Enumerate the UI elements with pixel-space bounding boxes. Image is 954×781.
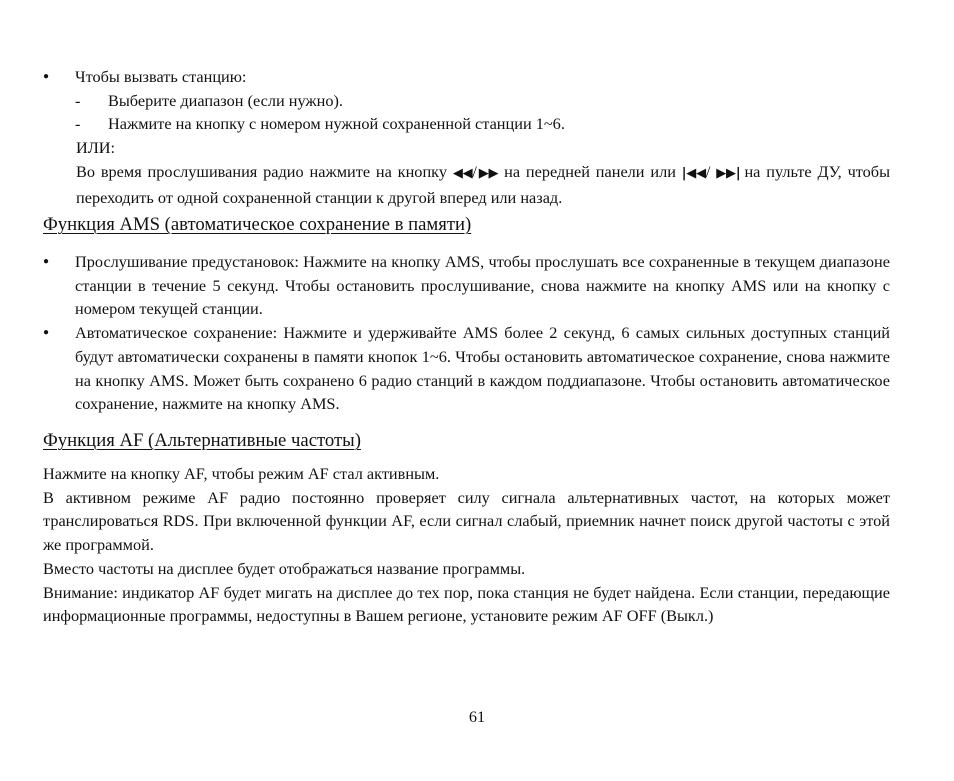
bullet-icon: ● (43, 327, 50, 339)
recall-step: - Нажмите на кнопку с номером нужной сохраненной станции 1~6. (43, 112, 890, 136)
af-paragraph: Вместо частоты на дисплее будет отображаться название программы. (43, 558, 526, 578)
skip-previous-icon: |◀◀ (681, 165, 706, 181)
recall-or: ИЛИ: (76, 138, 116, 158)
page-number: 61 (468, 707, 486, 726)
ams-bullet-preset-scan: ● Прослушивание предустановок: Нажмите на кнопку AMS, чтобы прослушать все сохраненные в текущем диапазоне станции в течение 5 секунд. Чтобы остановить прослушивание, снова нажмите на кнопку AMS или на кнопку с номером текущей станции. (43, 252, 890, 319)
af-paragraph: В активном режиме AF радио постоянно проверяет силу сигнала альтернативных частот, на которых может транслироваться RDS. При включенной функции AF, если сигнал слабый, приемник начнет поиск другой частоты с этой же программой. (43, 487, 890, 555)
fast-forward-icon: ▶▶ (476, 165, 499, 181)
af-paragraph: Нажмите на кнопку AF, чтобы режим AF стал активным. (43, 464, 440, 483)
ams-section (43, 250, 890, 416)
ams-heading: Функция AMS (автоматическое сохранение в памяти) (43, 214, 472, 235)
af-section (43, 462, 890, 628)
ams-bullet-auto-store: ● Автоматическое сохранение: Нажмите и удерживайте AMS более 2 секунд, 6 самых сильных доступных станций будут автоматически сохранены в памяти кнопок 1~6. Чтобы остановить автоматическое сохранение, снова нажмите на кнопку AMS. Может быть сохранено 6 радио станций в каждом поддиапазоне. Чтобы остановить автоматическое сохранение, нажмите на кнопку AMS. (43, 323, 890, 414)
skip-next-icon: ▶▶| (716, 165, 739, 181)
rewind-icon: ◀◀ (452, 165, 473, 181)
bullet-icon: ● (43, 71, 50, 82)
recall-alternative: Во время прослушивания радио нажмите на кнопку ◀◀/▶▶ на передней панели или |◀◀/ ▶▶| на пульте ДУ, чтобы переходить от одной сохраненной станции к другой вперед или назад. (76, 161, 891, 207)
dash-marker: - (75, 114, 81, 134)
recall-section (43, 65, 890, 209)
af-heading: Функция AF (Альтернативные частоты) (43, 430, 361, 451)
bullet-icon: ● (43, 256, 50, 267)
recall-intro: ● Чтобы вызвать станцию: (43, 65, 890, 89)
af-paragraph: Внимание: индикатор AF будет мигать на дисплее до тех пор, пока станция не будет найдена. Если станции, передающие информационные программы, недоступны в Вашем регионе, установите режим AF OFF (Выкл.) (43, 582, 890, 626)
recall-step: - Выберите диапазон (если нужно). (43, 89, 890, 113)
dash-marker: - (75, 90, 81, 110)
